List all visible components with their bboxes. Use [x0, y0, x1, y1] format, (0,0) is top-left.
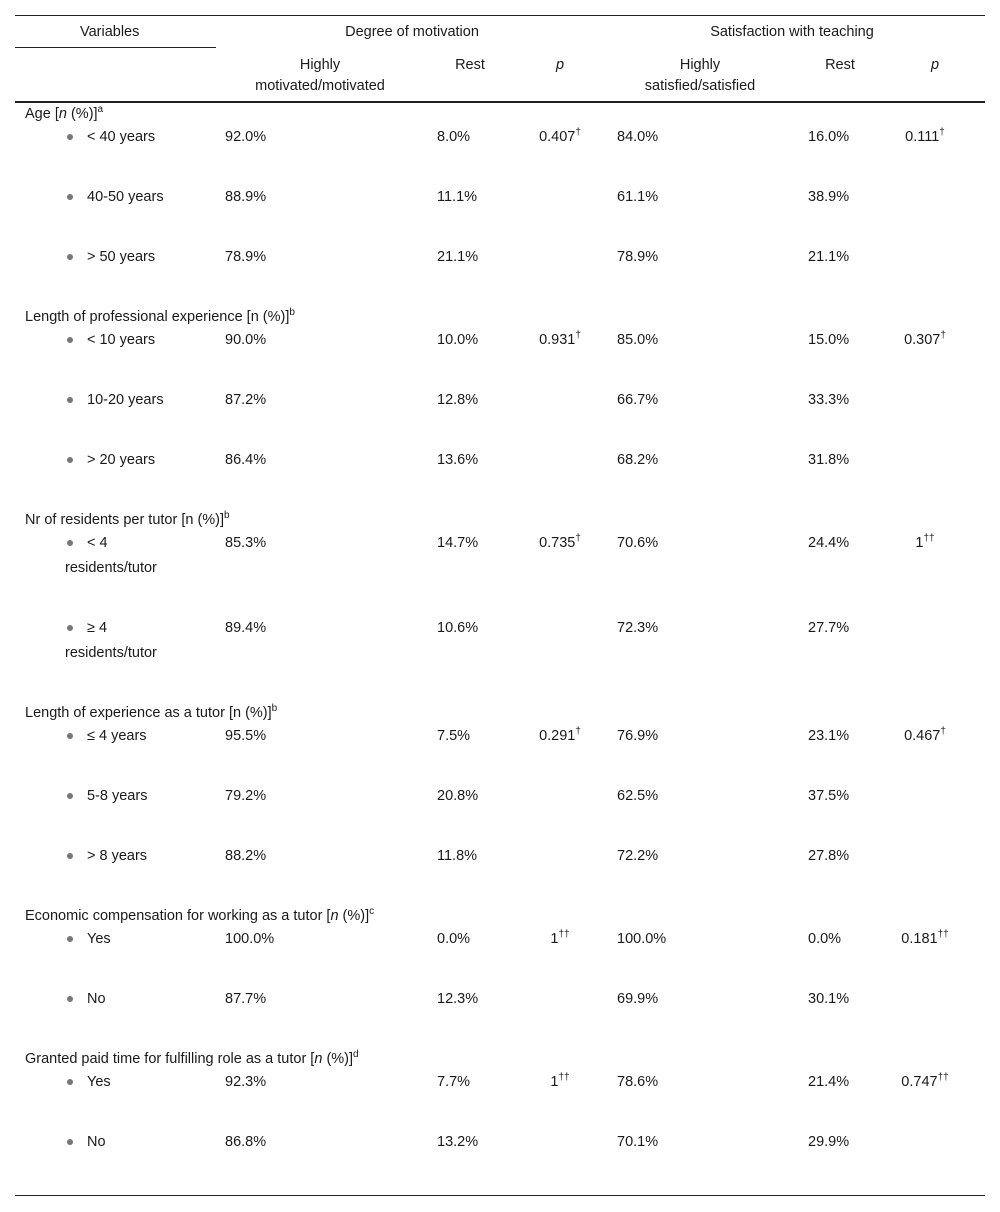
cell-satisfaction-rest: 30.1%	[808, 991, 850, 1007]
section-title-italic: n	[314, 1051, 323, 1067]
p-test-mark: †	[575, 127, 581, 139]
cell-motivation-p	[515, 331, 605, 349]
bullet-icon	[67, 1139, 73, 1145]
header-motivation-p: p	[555, 57, 565, 73]
cell-motivation-rest: 12.3%	[437, 991, 479, 1007]
bullet-icon	[67, 337, 73, 343]
header-motivation-high: Highly motivated/motivated	[255, 57, 385, 94]
row-label: < 40 years	[87, 129, 156, 145]
cell-motivation-p	[515, 727, 605, 745]
row-label: < 10 years	[87, 332, 156, 348]
section-title-text: (%)]	[322, 1051, 354, 1067]
cell-satisfaction-p	[895, 128, 955, 146]
cell-satisfaction-rest: 24.4%	[808, 535, 850, 551]
p-test-mark: ††	[558, 929, 570, 941]
cell-satisfaction-high: 76.9%	[617, 728, 659, 744]
section-title-text: Granted paid time for fulfilling role as a tutor [	[25, 1051, 315, 1067]
section-footnote-mark: c	[369, 906, 375, 918]
cell-satisfaction-p	[895, 930, 955, 948]
cell-motivation-high: 89.4%	[225, 620, 267, 636]
cell-satisfaction-rest: 37.5%	[808, 788, 850, 804]
section-title-text: Length of professional experience [n (%)]	[25, 309, 290, 325]
p-value: 0.467	[904, 728, 941, 744]
cell-motivation-high: 87.2%	[225, 392, 267, 408]
p-value: 0.735	[539, 535, 576, 551]
cell-satisfaction-rest: 29.9%	[808, 1134, 850, 1150]
cell-satisfaction-high: 69.9%	[617, 991, 659, 1007]
cell-motivation-p	[515, 1073, 605, 1091]
p-value: 0.747	[901, 1074, 938, 1090]
row-label-cont: residents/tutor	[65, 560, 157, 576]
cell-motivation-high: 88.9%	[225, 189, 267, 205]
cell-satisfaction-rest: 23.1%	[808, 728, 850, 744]
cell-satisfaction-high: 70.6%	[617, 535, 659, 551]
cell-satisfaction-p	[895, 534, 955, 552]
p-value: 0.307	[904, 332, 941, 348]
section-title-italic: n	[58, 106, 67, 122]
row-label: ≥ 4	[87, 620, 108, 636]
cell-satisfaction-high: 78.9%	[617, 249, 659, 265]
cell-satisfaction-high: 61.1%	[617, 189, 659, 205]
p-test-mark: ††	[937, 929, 949, 941]
cell-satisfaction-high: 72.3%	[617, 620, 659, 636]
section-title	[25, 907, 374, 925]
section-title	[25, 704, 277, 722]
cell-satisfaction-high: 85.0%	[617, 332, 659, 348]
cell-satisfaction-rest: 16.0%	[808, 129, 850, 145]
section-title	[25, 511, 230, 529]
top-rule	[15, 15, 985, 16]
p-value: 0.407	[539, 129, 576, 145]
p-test-mark: †	[575, 533, 581, 545]
row-label: Yes	[87, 931, 111, 947]
cell-motivation-high: 95.5%	[225, 728, 267, 744]
bullet-icon	[67, 1079, 73, 1085]
cell-motivation-high: 85.3%	[225, 535, 267, 551]
bullet-icon	[67, 397, 73, 403]
cell-motivation-rest: 21.1%	[437, 249, 479, 265]
cell-motivation-high: 100.0%	[225, 931, 275, 947]
p-test-mark: ††	[923, 533, 935, 545]
cell-satisfaction-p	[895, 1073, 955, 1091]
cell-motivation-rest: 8.0%	[437, 129, 471, 145]
p-value: 0.931	[539, 332, 576, 348]
cell-satisfaction-high: 70.1%	[617, 1134, 659, 1150]
cell-satisfaction-rest: 38.9%	[808, 189, 850, 205]
cell-motivation-p	[515, 128, 605, 146]
cell-motivation-high: 90.0%	[225, 332, 267, 348]
cell-motivation-rest: 13.2%	[437, 1134, 479, 1150]
cell-motivation-high: 87.7%	[225, 991, 267, 1007]
bullet-icon	[67, 254, 73, 260]
row-label: > 50 years	[87, 249, 156, 265]
cell-satisfaction-rest: 21.1%	[808, 249, 850, 265]
section-footnote-mark: b	[271, 703, 278, 715]
p-test-mark: †	[940, 726, 946, 738]
header-bottom-rule	[15, 101, 985, 103]
header-motivation-group: Degree of motivation	[345, 24, 479, 40]
cell-motivation-rest: 12.8%	[437, 392, 479, 408]
header-motivation-rest: Rest	[455, 57, 485, 73]
section-title-text: (%)]	[66, 106, 98, 122]
cell-motivation-rest: 20.8%	[437, 788, 479, 804]
cell-motivation-rest: 7.5%	[437, 728, 471, 744]
section-title	[25, 105, 103, 123]
cell-motivation-high: 86.8%	[225, 1134, 267, 1150]
cell-satisfaction-high: 78.6%	[617, 1074, 659, 1090]
p-test-mark: †	[575, 330, 581, 342]
cell-motivation-rest: 7.7%	[437, 1074, 471, 1090]
section-title-text: Nr of residents per tutor [n (%)]	[25, 512, 225, 528]
p-test-mark: †	[575, 726, 581, 738]
cell-satisfaction-rest: 27.7%	[808, 620, 850, 636]
bullet-icon	[67, 457, 73, 463]
row-label: 5-8 years	[87, 788, 148, 804]
cell-satisfaction-rest: 15.0%	[808, 332, 850, 348]
row-label: > 8 years	[87, 848, 148, 864]
section-footnote-mark: b	[224, 510, 230, 522]
p-value: 1	[915, 535, 924, 551]
cell-motivation-p	[515, 930, 605, 948]
bullet-icon	[67, 853, 73, 859]
section-title-text: Age [	[25, 106, 59, 122]
cell-satisfaction-high: 62.5%	[617, 788, 659, 804]
row-label: 40-50 years	[87, 189, 164, 205]
cell-motivation-rest: 13.6%	[437, 452, 479, 468]
row-label: No	[87, 991, 106, 1007]
header-satisfaction-high: Highly satisfied/satisfied	[644, 57, 756, 94]
cell-satisfaction-rest: 0.0%	[808, 931, 842, 947]
p-value: 0.111	[905, 129, 940, 145]
cell-satisfaction-high: 100.0%	[617, 931, 667, 947]
section-title-text: (%)]	[338, 908, 370, 924]
row-label-cont: residents/tutor	[65, 645, 157, 661]
section-title	[25, 308, 295, 326]
cell-motivation-high: 79.2%	[225, 788, 267, 804]
cell-satisfaction-rest: 21.4%	[808, 1074, 850, 1090]
section-title-text: Length of experience as a tutor [n (%)]	[25, 705, 272, 721]
p-test-mark: †	[940, 330, 946, 342]
row-label: < 4	[87, 535, 108, 551]
bullet-icon	[67, 793, 73, 799]
variables-underline	[15, 47, 216, 48]
header-satisfaction-p: p	[930, 57, 940, 73]
cell-motivation-rest: 10.0%	[437, 332, 479, 348]
cell-satisfaction-rest: 33.3%	[808, 392, 850, 408]
bullet-icon	[67, 733, 73, 739]
row-label: Yes	[87, 1074, 111, 1090]
cell-satisfaction-rest: 31.8%	[808, 452, 850, 468]
p-value: 0.291	[539, 728, 576, 744]
cell-motivation-high: 92.0%	[225, 129, 267, 145]
cell-motivation-high: 78.9%	[225, 249, 267, 265]
p-value: 1	[550, 931, 559, 947]
header-variables: Variables	[80, 24, 140, 40]
p-test-mark: ††	[937, 1072, 949, 1084]
section-title	[25, 1050, 359, 1068]
p-value: 1	[550, 1074, 559, 1090]
section-footnote-mark: a	[97, 104, 104, 116]
cell-motivation-high: 92.3%	[225, 1074, 267, 1090]
cell-motivation-rest: 11.1%	[437, 189, 478, 205]
bullet-icon	[67, 625, 73, 631]
section-footnote-mark: b	[289, 307, 295, 319]
cell-motivation-rest: 11.8%	[437, 848, 478, 864]
bullet-icon	[67, 194, 73, 200]
bullet-icon	[67, 540, 73, 546]
cell-satisfaction-high: 68.2%	[617, 452, 659, 468]
header-satisfaction-rest: Rest	[825, 57, 855, 73]
cell-satisfaction-high: 84.0%	[617, 129, 659, 145]
cell-motivation-rest: 14.7%	[437, 535, 479, 551]
cell-satisfaction-p	[895, 727, 955, 745]
cell-satisfaction-rest: 27.8%	[808, 848, 850, 864]
cell-motivation-high: 88.2%	[225, 848, 267, 864]
row-label: ≤ 4 years	[87, 728, 147, 744]
cell-satisfaction-high: 72.2%	[617, 848, 659, 864]
cell-motivation-p	[515, 534, 605, 552]
row-label: No	[87, 1134, 106, 1150]
header-satisfaction-group: Satisfaction with teaching	[710, 24, 874, 40]
table-bottom-rule	[15, 1195, 985, 1196]
p-test-mark: †	[939, 127, 945, 139]
cell-motivation-rest: 0.0%	[437, 931, 471, 947]
bullet-icon	[67, 936, 73, 942]
cell-motivation-rest: 10.6%	[437, 620, 479, 636]
row-label: 10-20 years	[87, 392, 164, 408]
section-footnote-mark: d	[353, 1049, 359, 1061]
p-test-mark: ††	[558, 1072, 570, 1084]
cell-motivation-high: 86.4%	[225, 452, 267, 468]
row-label: > 20 years	[87, 452, 156, 468]
bullet-icon	[67, 996, 73, 1002]
cell-satisfaction-p	[895, 331, 955, 349]
p-value: 0.181	[901, 931, 938, 947]
bullet-icon	[67, 134, 73, 140]
cell-satisfaction-high: 66.7%	[617, 392, 659, 408]
section-title-italic: n	[330, 908, 339, 924]
section-title-text: Economic compensation for working as a tutor [	[25, 908, 331, 924]
